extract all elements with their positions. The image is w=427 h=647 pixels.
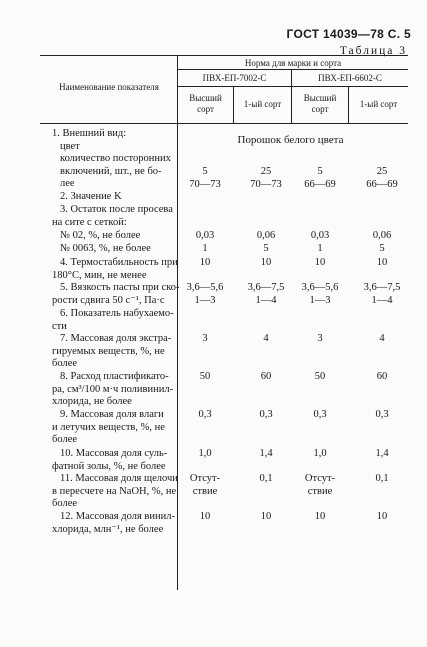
norm-header: Норма для марки и сорта bbox=[244, 58, 342, 68]
row-1-label: 1. Внешний вид: цвет bbox=[52, 128, 127, 152]
value-cell: 0,3 bbox=[313, 409, 327, 420]
value-cell: 3,6—7,5 bbox=[247, 282, 285, 293]
value-cell: 50 bbox=[314, 371, 326, 382]
row-10-label: 10. Массовая доля суль- фатной золы, %, не более bbox=[52, 448, 168, 472]
top-grade-header-1: Высший сорт bbox=[189, 93, 222, 114]
row-9-label: 9. Массовая доля влаги и летучих веществ, %, не более bbox=[52, 409, 165, 446]
value-cell: 0,06 bbox=[372, 230, 392, 241]
value-cell: 66—69 bbox=[304, 179, 336, 190]
value-cell: 70—73 bbox=[189, 179, 221, 190]
value-cell: Отсут- bbox=[189, 473, 221, 484]
value-cell: 66—69 bbox=[366, 179, 398, 190]
value-cell: 5 bbox=[317, 166, 323, 177]
value-cell: 50 bbox=[199, 371, 211, 382]
value-cell: 4 bbox=[379, 333, 385, 344]
value-cell: 10 bbox=[199, 257, 211, 268]
brand1-header: ПВХ-ЕП-7002-С bbox=[202, 73, 267, 83]
row-8-label: 8. Расход пластификато- ра, см³/100 м·ч поливинил- хлорида, не более bbox=[52, 371, 174, 408]
value-cell: Отсут- bbox=[304, 473, 336, 484]
value-cell: 0,3 bbox=[375, 409, 389, 420]
value-cell: 60 bbox=[260, 371, 272, 382]
value-cell: 10 bbox=[199, 511, 211, 522]
value-cell: 3 bbox=[317, 333, 323, 344]
page-header: ГОСТ 14039—78 С. 5 bbox=[286, 27, 411, 41]
row-5-label: 5. Вязкость пасты при ско- рости сдвига 50 с⁻¹, Па·с bbox=[52, 282, 180, 306]
row-4-label: 4. Термостабильность при 180°C, мин, не менее bbox=[52, 257, 178, 281]
row-6-label: 6. Показатель набухаемо- сти bbox=[52, 308, 174, 332]
row-3a-label: № 02, %, не более bbox=[60, 230, 141, 241]
value-cell: 3,6—7,5 bbox=[363, 282, 401, 293]
value-cell: 10 bbox=[260, 511, 272, 522]
value-cell: 0,1 bbox=[375, 473, 389, 484]
value-cell: 1,4 bbox=[259, 448, 273, 459]
value-cell: 3,6—5,6 bbox=[186, 282, 224, 293]
row-3b-label: № 0063, %, не более bbox=[60, 243, 151, 254]
value-cell: 0,1 bbox=[259, 473, 273, 484]
norm-rule bbox=[177, 69, 408, 70]
value-cell: 10 bbox=[314, 257, 326, 268]
first-grade-header-1: 1-ый сорт bbox=[243, 99, 282, 109]
value-cell: 10 bbox=[376, 257, 388, 268]
value-cell: 1 bbox=[317, 243, 323, 254]
value-cell: 0,03 bbox=[195, 230, 215, 241]
value-cell: 5 bbox=[263, 243, 269, 254]
value-cell: 1,4 bbox=[375, 448, 389, 459]
value-cell: 25 bbox=[376, 166, 388, 177]
value-cell: 1—4 bbox=[255, 295, 277, 306]
table-top-rule bbox=[40, 55, 408, 56]
value-cell: 5 bbox=[202, 166, 208, 177]
indicator-header: Наименование показателя bbox=[59, 82, 159, 92]
value-cell: 3,6—5,6 bbox=[301, 282, 339, 293]
value-cell: 1,0 bbox=[198, 448, 212, 459]
value-cell: 25 bbox=[260, 166, 272, 177]
row-foreign-label: количество посторонних включений, шт., не бо- лее bbox=[60, 153, 171, 190]
value-cell: ствие bbox=[192, 486, 218, 497]
value-cell: 10 bbox=[376, 511, 388, 522]
top-grade-header-2: Высший сорт bbox=[303, 93, 337, 114]
value-cell: 1—3 bbox=[194, 295, 216, 306]
value-cell: 0,03 bbox=[310, 230, 330, 241]
value-cell: 10 bbox=[260, 257, 272, 268]
row-11-label: 11. Массовая доля щелочи в пересчете на NaOH, %, не более bbox=[52, 473, 178, 510]
table-caption: Таблица 3 bbox=[339, 45, 407, 57]
value-cell: 10 bbox=[314, 511, 326, 522]
row-2-label: 2. Значение K bbox=[60, 191, 122, 202]
row-7-label: 7. Массовая доля экстра- гируемых веществ, %, не более bbox=[52, 333, 172, 370]
value-cell: 3 bbox=[202, 333, 208, 344]
value-cell: 1 bbox=[202, 243, 208, 254]
value-cell: 0,06 bbox=[256, 230, 276, 241]
value-cell: 1—4 bbox=[371, 295, 393, 306]
value-cell: 0,3 bbox=[198, 409, 212, 420]
value-cell: 70—73 bbox=[250, 179, 282, 190]
value-cell: ствие bbox=[307, 486, 333, 497]
row-12-label: 12. Массовая доля винил- хлорида, млн⁻¹, не более bbox=[52, 511, 175, 535]
value-cell: 1—3 bbox=[309, 295, 331, 306]
value-cell: 4 bbox=[263, 333, 269, 344]
value-cell: 1,0 bbox=[313, 448, 327, 459]
header-bottom-rule bbox=[40, 123, 408, 124]
row-3-label: 3. Остаток после просева на сите с сеткой: bbox=[52, 204, 173, 228]
value-cell: 60 bbox=[376, 371, 388, 382]
value-cell: 0,3 bbox=[259, 409, 273, 420]
brand-rule bbox=[177, 86, 408, 87]
merged-value: Порошок белого цвета bbox=[237, 134, 344, 146]
value-cell: 5 bbox=[379, 243, 385, 254]
brand2-header: ПВХ-ЕП-6602-С bbox=[318, 73, 382, 83]
first-grade-header-2: 1-ый сорт bbox=[359, 99, 398, 109]
